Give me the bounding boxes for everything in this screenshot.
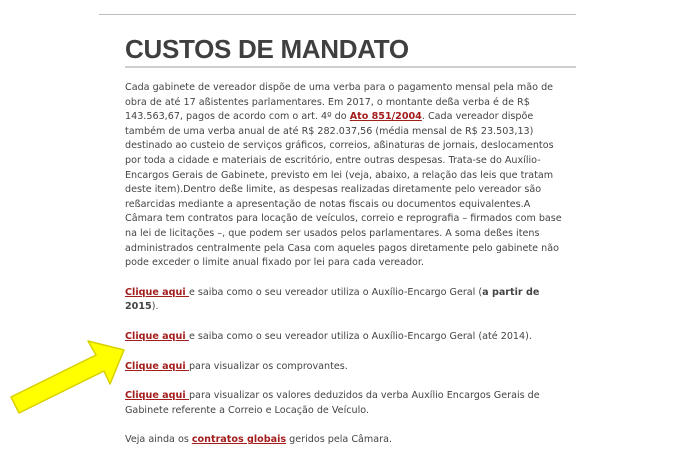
list-item	[125, 389, 565, 418]
intro-text-1: Cada gabinete de vereador dispõe de uma verba para o pagamento mensal pela mão de obra de até 17 aßistentes parlamentares. Em 2017, o montante deßa verba é de R$ 143.563,67, pagos de acordo com o art. 4º do	[125, 82, 554, 123]
list-item	[125, 330, 565, 345]
item-end: ).	[151, 301, 159, 313]
clique-aqui-link-2015[interactable]: Clique aqui	[125, 286, 189, 298]
list-item	[125, 286, 565, 315]
footer-pre: Veja ainda os	[125, 434, 192, 446]
clique-aqui-link-deducoes[interactable]: Clique aqui	[125, 390, 189, 402]
item-text: e saiba como o seu vereador utiliza o Auxílio-Encargo Geral (até 2014).	[188, 330, 532, 342]
intro-text-2: . Cada vereador dispõe também de uma verba anual de até R$ 282.037,56 (média mensal de R$ 23.503,13) destinado ao custeio de serviços gráficos, correios, aßinaturas de jornais, deslocamentos por toda a cidade e materiais de escritório, entre outras despesas. Trata-se do Auxílio-Encargos Gerais de Gabinete, previsto em lei (veja, abaixo, a relação das leis que tratam deste item).Dentro deße limite, as despesas realizadas diretamente pelo vereador são reßarcidas mediante a apresentação de notas fiscais ou documentos equivalentes.A Câmara tem contratos para locação de veículos, correio e reprografia – firmados com base na lei de licitações –, que podem ser usados pelos parlamentares. A soma deßes itens administrados centralmente pela Casa com aqueles pagos diretamente pelo gabinete não pode exceder o limite anual fixado por lei para cada vereador.	[125, 111, 562, 269]
intro-paragraph	[125, 81, 565, 271]
item-text: para visualizar os valores deduzidos da verba Auxílio Encargos Gerais de Gabinete referente a Correio e Locação de Veículo.	[125, 390, 540, 416]
footer-paragraph	[125, 433, 565, 448]
list-item	[125, 360, 565, 375]
item-text: e saiba como o seu vereador utiliza o Auxílio-Encargo Geral (	[188, 286, 483, 298]
ato-851-2004-link[interactable]: Ato 851/2004	[349, 111, 422, 123]
clique-aqui-link-2014[interactable]: Clique aqui	[125, 330, 189, 342]
yellow-arrow-icon	[8, 337, 133, 417]
title-underline	[125, 66, 576, 68]
clique-aqui-link-comprovantes[interactable]: Clique aqui	[125, 360, 189, 372]
item-strong: a partir de 2015	[125, 286, 540, 313]
top-divider	[99, 14, 576, 15]
contratos-globais-link[interactable]: contratos globais	[191, 434, 287, 446]
article-content	[125, 81, 565, 448]
footer-post: geridos pela Câmara.	[286, 434, 393, 446]
item-text: para visualizar os comprovantes.	[188, 360, 348, 372]
page-title: CUSTOS DE MANDATO	[125, 34, 409, 64]
